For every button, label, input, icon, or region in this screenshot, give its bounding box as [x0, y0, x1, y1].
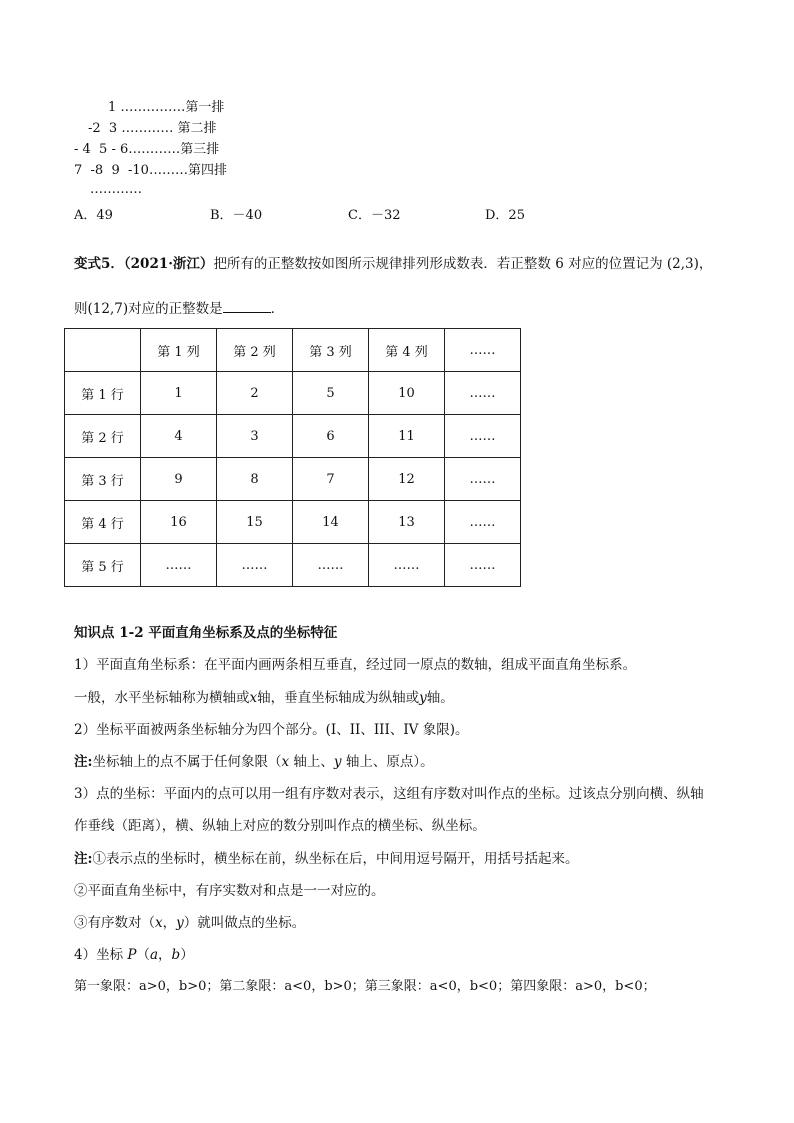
table-cell: 2 [217, 372, 293, 415]
note-2-text: ①表示点的坐标时，横坐标在前，纵坐标在后，中间用逗号隔开，用括号括起来。 [92, 851, 579, 867]
table-header-cell: …… [445, 329, 521, 372]
table-cell: 第 4 行 [65, 501, 141, 544]
answer-blank[interactable] [223, 298, 271, 313]
var-x: x [281, 754, 290, 770]
triangle-dots: ………… [128, 142, 181, 157]
note-4-text-c: ）就叫做点的坐标。 [183, 915, 306, 931]
table-cell: …… [445, 501, 521, 544]
note-label: 注: [74, 851, 93, 867]
table-cell: …… [217, 544, 293, 587]
comma: ， [698, 256, 713, 272]
note-1-text-a: 坐标轴上的点不属于任何象限（ [92, 754, 282, 770]
triangle-row-1 [108, 98, 224, 118]
table-cell: 7 [293, 458, 369, 501]
variant-label: 变式5． [74, 256, 124, 272]
table-header-row [65, 329, 521, 372]
para-5-text-d: ） [180, 947, 194, 963]
note-4-text-b: ， [162, 915, 177, 931]
para-4b: 作垂线（距离），横、纵轴上对应的数分别叫作点的横坐标、纵坐标。 [74, 818, 486, 834]
table-header-cell: 第 3 列 [293, 329, 369, 372]
triangle-nums: -2 3 [88, 121, 118, 136]
table-row [65, 458, 521, 501]
triangle-row-2 [88, 119, 217, 139]
para-2-text-a: 一般，水平坐标轴称为横轴或 [74, 690, 250, 706]
option-b[interactable]: B．－40 [210, 208, 263, 223]
var-y: y [176, 915, 184, 931]
variant-question-line-1 [74, 254, 712, 274]
table-row [65, 372, 521, 415]
table-cell: …… [445, 544, 521, 587]
variant-text: 把所有的正整数按如图所示规律排列形成数表．若正整数 6 对应的位置记为 [213, 256, 663, 272]
triangle-dots: ……… [148, 163, 188, 178]
var-b: b [171, 947, 181, 963]
para-5-text-c: ， [158, 947, 172, 963]
table-row [65, 544, 521, 587]
para-2 [74, 688, 454, 708]
prefix: 则 [74, 301, 88, 317]
triangle-tail: ………… [90, 182, 142, 197]
table-cell: …… [369, 544, 445, 587]
para-5 [74, 945, 194, 965]
var-a: a [149, 947, 159, 963]
para-4a: 3）点的坐标：平面内的点可以用一组有序数对表示，这组有序数对叫作点的坐标。过该点分别向横、纵轴 [74, 786, 704, 802]
table-header-cell: 第 1 列 [141, 329, 217, 372]
table-cell: …… [445, 415, 521, 458]
table-cell: 15 [217, 501, 293, 544]
para-5-text-a: 4）坐标 [74, 947, 128, 963]
triangle-nums: 1 [108, 100, 117, 115]
table-cell: 14 [293, 501, 369, 544]
option-c[interactable]: C．－32 [348, 208, 401, 223]
table-cell: 1 [141, 372, 217, 415]
var-y: y [419, 690, 427, 706]
table-cell: 13 [369, 501, 445, 544]
para-1: 1）平面直角坐标系：在平面内画两条相互垂直，经过同一原点的数轴，组成平面直角坐标系。 [74, 657, 637, 673]
triangle-label: 第四排 [187, 163, 227, 178]
table-cell: 11 [369, 415, 445, 458]
triangle-nums: 7 -8 9 -10 [74, 163, 149, 178]
triangle-nums: - 4 5 - 6 [74, 142, 129, 157]
note-4-text-a: ③有序数对（ [74, 915, 155, 931]
table-row [65, 415, 521, 458]
table-cell: 8 [217, 458, 293, 501]
option-a[interactable]: A．49 [74, 208, 113, 223]
option-d[interactable]: D．25 [485, 208, 525, 223]
triangle-dots: …………… [120, 100, 186, 115]
table-cell: …… [445, 372, 521, 415]
table-header-cell: 第 4 列 [369, 329, 445, 372]
triangle-label: 第二排 [177, 121, 217, 136]
variant-text-2: 对应的正整数是 [128, 301, 223, 317]
table-cell: …… [445, 458, 521, 501]
note-4 [74, 913, 305, 933]
variant-source: （2021·浙江） [123, 256, 214, 272]
table-cell: 第 3 行 [65, 458, 141, 501]
coord-2-3: (2,3) [666, 256, 699, 272]
var-p: P [127, 947, 137, 963]
var-x: x [249, 690, 258, 706]
triangle-dots: ………… [121, 121, 174, 136]
note-label: 注: [74, 754, 93, 770]
para-2-text-b: 轴，垂直坐标轴成为纵轴或 [257, 690, 420, 706]
para-5-text-b: （ [136, 947, 150, 963]
triangle-label: 第一排 [185, 100, 225, 115]
table-cell: 3 [217, 415, 293, 458]
table-header-cell: 第 2 列 [217, 329, 293, 372]
triangle-row-4 [74, 161, 227, 181]
note-1-text-b: 轴上、 [289, 754, 334, 770]
table-cell: 4 [141, 415, 217, 458]
section-title: 知识点 1-2 平面直角坐标系及点的坐标特征 [74, 625, 338, 641]
note-1 [74, 752, 434, 772]
note-3: ②平面直角坐标中，有序实数对和点是一一对应的。 [74, 883, 385, 899]
var-y: y [333, 754, 342, 770]
table-cell: 12 [369, 458, 445, 501]
end-mark: ． [270, 301, 285, 317]
variant-question-line-2 [74, 298, 284, 319]
triangle-row-3 [74, 140, 219, 160]
para-3: 2）坐标平面被两条坐标轴分为四个部分。(I、II、III、IV 象限)。 [74, 722, 469, 738]
triangle-label: 第三排 [180, 142, 220, 157]
table-row [65, 501, 521, 544]
coord-12-7: (12,7) [87, 301, 129, 317]
table-cell: 6 [293, 415, 369, 458]
note-2 [74, 849, 578, 869]
table-cell: 9 [141, 458, 217, 501]
para-2-text-c: 轴。 [426, 690, 454, 706]
table-cell: 5 [293, 372, 369, 415]
table-cell: 第 2 行 [65, 415, 141, 458]
table-cell: …… [293, 544, 369, 587]
table-header-cell [65, 329, 141, 372]
var-x: x [155, 915, 163, 931]
table-cell: 10 [369, 372, 445, 415]
table-cell: …… [141, 544, 217, 587]
table-cell: 第 1 行 [65, 372, 141, 415]
number-table [64, 328, 521, 587]
quadrant-rules: 第一象限：a>0，b>0；第二象限：a<0，b>0；第三象限：a<0，b<0；第四象限：a>0，b<0； [74, 979, 656, 994]
table-cell: 第 5 行 [65, 544, 141, 587]
table-cell: 16 [141, 501, 217, 544]
note-1-text-c: 轴上、原点）。 [341, 754, 434, 770]
